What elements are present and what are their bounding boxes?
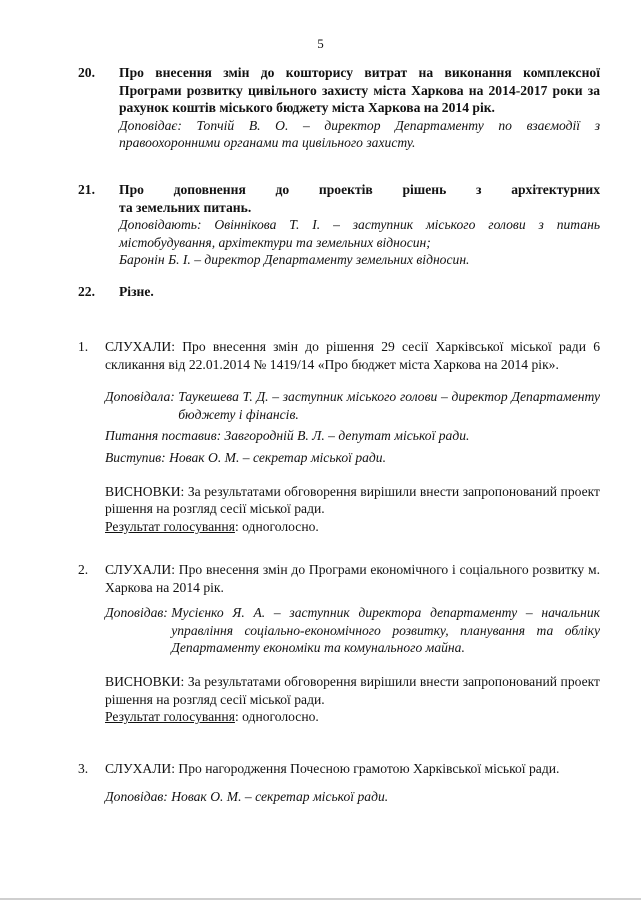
reporter-value: Мусієнко Я. А. – заступник директора департаменту – начальник управління соціально-економічного розвитку, планування та обліку Департаменту економіки та комунального майна. (171, 605, 600, 656)
heard-item-1 (78, 338, 600, 535)
agenda-item-20 (78, 64, 600, 152)
heard-heading: СЛУХАЛИ: Про внесення змін до Програми економічного і соціального розвитку м. Харкова на 2014 рік. (105, 562, 600, 595)
speech: Виступив: Новак О. М. – секретар міської ради. (105, 449, 386, 465)
reporter-value: Таукешева Т. Д. – заступник міського голови – директор Департаменту бюджету і фінансів. (178, 389, 600, 422)
agenda-item-21 (78, 181, 600, 269)
conclusions: ВИСНОВКИ: За результатами обговорення вирішили внести запропонований проект рішення на розгляд сесії міської ради. (105, 483, 600, 517)
reporter-label: Доповідав: (105, 605, 172, 621)
agenda-speaker: Баронін Б. І. – директор Департаменту земельних відносин. (119, 252, 470, 268)
agenda-number: 21. (78, 182, 95, 197)
heard-heading: СЛУХАЛИ: Про внесення змін до рішення 29 сесії Харківської міської ради 6 скликання від 22.01.2014 № 1419/14 «Про бюджет міста Харкова на 2014 рік». (105, 339, 600, 372)
raised-by: Питання поставив: Завгородній В. Л. – депутат міської ради. (105, 428, 470, 444)
page-edge-line (0, 898, 641, 900)
heard-number: 1. (78, 339, 89, 354)
agenda-item-22 (78, 283, 600, 301)
heard-heading: СЛУХАЛИ: Про нагородження Почесною грамотою Харківської міської ради. (105, 761, 560, 776)
heard-item-2 (78, 561, 600, 726)
heard-item-3 (78, 760, 600, 805)
vote-result (105, 708, 600, 726)
heard-number: 3. (78, 761, 89, 776)
vote-result (105, 518, 600, 536)
reporter-label: Доповідала: (105, 389, 179, 405)
agenda-title: Про внесення змін до кошторису витрат на виконання комплексної Програми розвитку цивільного захисту міста Харкова на 2014-2017 роки за рахунок коштів міського бюджету міста Харкова на 2014 рік. (119, 65, 600, 116)
reporter: Доповідав: Новак О. М. – секретар міської ради. (105, 788, 389, 804)
agenda-number: 20. (78, 65, 95, 80)
agenda-title-line-2: та земельних питань. (119, 199, 252, 215)
vote-label: Результат голосування (105, 709, 235, 725)
vote-label: Результат голосування (105, 518, 235, 534)
vote-value: : одноголосно. (234, 709, 319, 725)
reporter (105, 604, 600, 657)
heard-number: 2. (78, 562, 89, 577)
vote-value: : одноголосно. (234, 518, 319, 534)
agenda-title: Різне. (119, 284, 154, 299)
agenda-speaker: Доповідає: Топчій В. О. – директор Департаменту по взаємодії з правоохоронними органами та цивільного захисту. (119, 117, 600, 151)
reporter (105, 388, 600, 423)
agenda-title-line-1: Про доповнення до проектів рішень з архітектурних (119, 182, 600, 197)
page-number: 5 (317, 36, 324, 51)
conclusions: ВИСНОВКИ: За результатами обговорення вирішили внести запропонований проект рішення на розгляд сесії міської ради. (105, 673, 600, 707)
agenda-speaker: Доповідають: Овіннікова Т. І. – заступник міського голови з питань містобудування, архітектури та земельних відносин; (119, 217, 600, 250)
agenda-number: 22. (78, 284, 95, 299)
